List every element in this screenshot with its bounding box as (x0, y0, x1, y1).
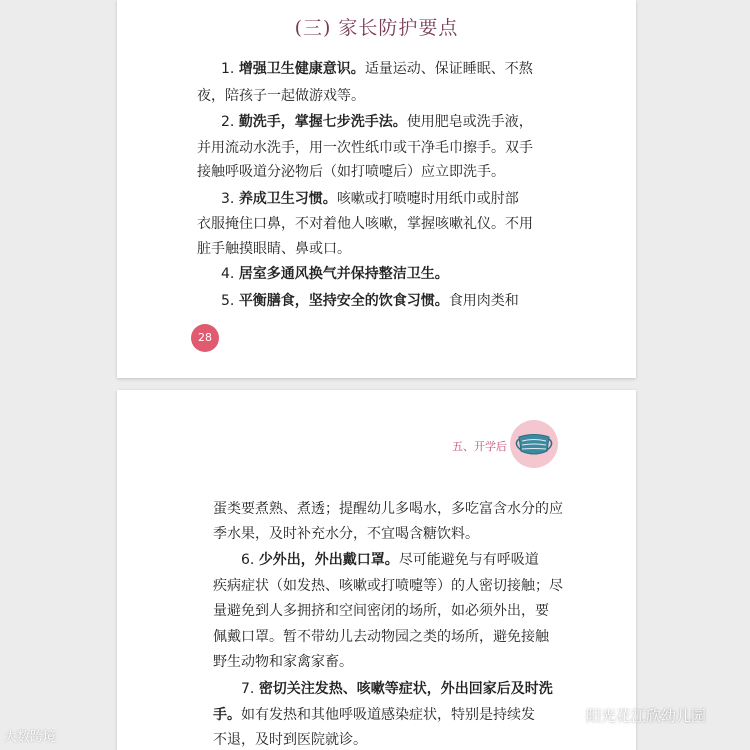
item-number: 3. (221, 191, 235, 207)
item-heading: 勤洗手，掌握七步洗手法。 (238, 114, 407, 130)
item-text: 如有发热和其他呼吸道感染症状，特别是持续发 (241, 707, 535, 723)
item-3-line-2: 衣服掩住口鼻，不对着他人咳嗽，掌握咳嗽礼仪。不用 (197, 216, 533, 232)
item-number: 5. (221, 293, 235, 309)
item-2-line-2: 并用流动水洗手，用一次性纸巾或干净毛巾擦手。双手 (197, 140, 533, 156)
item-3-line-3: 脏手触摸眼睛、鼻或口。 (197, 241, 351, 257)
item-number: 7. (241, 681, 255, 697)
watermark-right (558, 705, 706, 726)
item-5-line-1 (221, 291, 519, 311)
item-number: 2. (221, 114, 235, 130)
kindergarten-name: 阳光花江欣幼儿园 (586, 707, 707, 725)
item-3-line-1 (221, 189, 519, 209)
item-text: 食用肉类和 (448, 293, 519, 309)
page-number-badge: 28 (191, 324, 219, 352)
item-1-line-2: 夜，陪孩子一起做游戏等。 (197, 88, 365, 104)
page-sheet-1 (117, 0, 636, 378)
item-number: 4. (221, 266, 235, 282)
item-6-line-1 (241, 550, 539, 570)
item-text: 咳嗽或打喷嚏时用纸巾或肘部 (336, 191, 519, 207)
continued-line-1: 蛋类要煮熟、煮透；提醒幼儿多喝水，多吃富含水分的应 (213, 501, 563, 517)
item-7-line-3: 不退，及时到医院就诊。 (213, 732, 367, 748)
item-text: 尽可能避免与有呼吸道 (398, 552, 539, 568)
item-number: 1. (221, 61, 235, 77)
continued-line-2: 季水果，及时补充水分，不宜喝含糖饮料。 (213, 526, 479, 542)
item-text: 适量运动、保证睡眠、不熬 (364, 61, 533, 77)
section-label: 五、开学后 (452, 440, 507, 453)
wechat-icon (558, 707, 580, 725)
item-2-line-3: 接触呼吸道分泌物后（如打喷嚏后）应立即洗手。 (197, 164, 505, 180)
section-title: (三) 家长防护要点 (294, 17, 459, 39)
item-number: 6. (241, 552, 255, 568)
item-heading: 密切关注发热、咳嗽等症状，外出回家后及时洗 (258, 681, 553, 697)
item-heading: 手。 (213, 707, 241, 723)
item-2-line-1 (221, 112, 533, 132)
page-sheet-2 (117, 390, 636, 750)
mask-illustration (510, 420, 558, 468)
item-heading: 平衡膳食，坚持安全的饮食习惯。 (238, 293, 449, 309)
item-text: 使用肥皂或洗手液， (406, 114, 533, 130)
item-4-line-1 (221, 264, 449, 284)
watermark-left: 大数跨境 (4, 730, 57, 745)
item-heading: 养成卫生习惯。 (238, 191, 337, 207)
item-heading: 少外出，外出戴口罩。 (258, 552, 399, 568)
item-7-line-1 (241, 679, 553, 699)
item-6-line-3: 量避免到人多拥挤和空间密闭的场所，如必须外出，要 (213, 603, 549, 619)
item-1-line-1 (221, 59, 533, 79)
item-6-line-5: 野生动物和家禽家畜。 (213, 654, 353, 670)
item-6-line-2: 疾病症状（如发热、咳嗽或打喷嚏等）的人密切接触；尽 (213, 578, 563, 594)
item-heading: 居室多通风换气并保持整洁卫生。 (238, 266, 449, 282)
item-heading: 增强卫生健康意识。 (238, 61, 365, 77)
item-7-line-2 (213, 705, 535, 725)
item-6-line-4: 佩戴口罩。暂不带幼儿去动物园之类的场所，避免接触 (213, 629, 549, 645)
face-mask-icon (510, 420, 558, 468)
